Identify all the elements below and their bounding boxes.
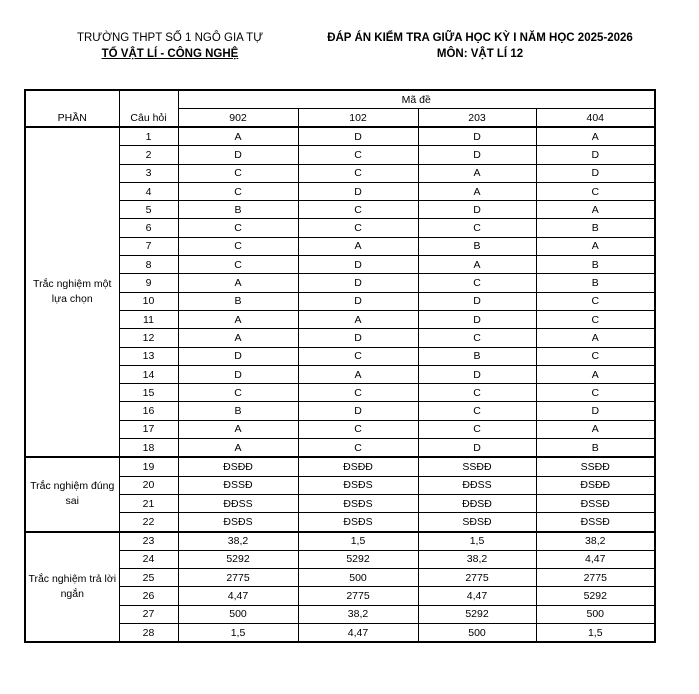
answer-cell: ĐSĐĐ (298, 457, 418, 476)
answer-cell: 4,47 (178, 587, 298, 605)
answer-cell: C (418, 402, 536, 420)
question-number: 13 (119, 347, 178, 365)
table-row (25, 365, 655, 383)
answer-cell: B (536, 274, 655, 292)
answer-cell: C (298, 420, 418, 438)
answer-cell: A (178, 439, 298, 458)
answer-cell: B (536, 256, 655, 274)
answer-cell: 4,47 (418, 587, 536, 605)
table-row (25, 476, 655, 494)
table-row (25, 402, 655, 420)
answer-cell: 5292 (418, 605, 536, 623)
table-row (25, 532, 655, 551)
table-row (25, 164, 655, 182)
answer-cell: D (178, 365, 298, 383)
answer-cell: 38,2 (536, 532, 655, 551)
table-row (25, 310, 655, 328)
question-number: 21 (119, 494, 178, 512)
answer-cell: C (536, 347, 655, 365)
table-row (25, 384, 655, 402)
answer-cell: B (178, 201, 298, 219)
answer-cell: C (418, 274, 536, 292)
answer-cell: ĐĐSĐ (418, 494, 536, 512)
question-number: 14 (119, 365, 178, 383)
header-question-cell (119, 90, 178, 127)
answer-cell: 5292 (178, 550, 298, 568)
answer-cell: D (418, 439, 536, 458)
table-row (25, 420, 655, 438)
answer-cell: 500 (536, 605, 655, 623)
table-row (25, 587, 655, 605)
answer-cell: A (178, 310, 298, 328)
answer-cell: ĐSSĐ (178, 476, 298, 494)
question-number: 15 (119, 384, 178, 402)
answer-cell: C (418, 420, 536, 438)
answer-cell: C (298, 201, 418, 219)
table-row (25, 329, 655, 347)
table-row (25, 237, 655, 255)
answer-cell: D (536, 146, 655, 164)
answer-cell: A (536, 329, 655, 347)
question-column-label: Câu hỏi (130, 112, 167, 124)
answer-cell: SĐSĐ (418, 513, 536, 532)
question-number: 20 (119, 476, 178, 494)
answer-cell: D (298, 402, 418, 420)
table-row (25, 624, 655, 643)
answer-cell: C (536, 292, 655, 310)
answer-cell: ĐSĐS (178, 513, 298, 532)
answer-key-table (24, 89, 656, 643)
table-row (25, 513, 655, 532)
answer-cell: D (298, 292, 418, 310)
answer-cell: C (418, 219, 536, 237)
answer-cell: C (178, 164, 298, 182)
answer-cell: 4,47 (298, 624, 418, 643)
header-code-group: Mã đề (178, 90, 655, 109)
answer-cell: SSĐĐ (536, 457, 655, 476)
table-row (25, 292, 655, 310)
answer-cell: D (418, 365, 536, 383)
answer-cell: 1,5 (178, 624, 298, 643)
answer-cell: A (178, 329, 298, 347)
table-row (25, 201, 655, 219)
answer-cell: A (536, 127, 655, 146)
answer-cell: B (418, 237, 536, 255)
answer-cell: C (298, 439, 418, 458)
answer-cell: 4,47 (536, 550, 655, 568)
question-number: 10 (119, 292, 178, 310)
table-row (25, 605, 655, 623)
answer-cell: 2775 (536, 569, 655, 587)
answer-cell: A (178, 274, 298, 292)
question-number: 11 (119, 310, 178, 328)
subject-name: MÔN: VẬT LÍ 12 (436, 48, 524, 60)
table-row (25, 550, 655, 568)
answer-cell: 500 (178, 605, 298, 623)
answer-cell: 38,2 (418, 550, 536, 568)
answer-cell: A (418, 182, 536, 200)
answer-cell: 2775 (178, 569, 298, 587)
table-row (25, 439, 655, 458)
answer-cell: ĐĐSS (418, 476, 536, 494)
table-row (25, 182, 655, 200)
answer-cell: 1,5 (536, 624, 655, 643)
answer-cell: D (298, 127, 418, 146)
answer-cell: A (178, 127, 298, 146)
table-row (25, 347, 655, 365)
table-row (25, 457, 655, 476)
answer-cell: A (298, 365, 418, 383)
question-number: 9 (119, 274, 178, 292)
answer-cell: ĐSĐĐ (178, 457, 298, 476)
answer-cell: ĐĐSS (178, 494, 298, 512)
answer-cell: D (298, 274, 418, 292)
exam-code-header: 203 (418, 109, 536, 128)
answer-cell: B (536, 219, 655, 237)
question-number: 24 (119, 550, 178, 568)
answer-cell: B (178, 292, 298, 310)
answer-cell: D (536, 164, 655, 182)
answer-cell: D (178, 347, 298, 365)
answer-cell: D (418, 292, 536, 310)
answer-cell: C (418, 329, 536, 347)
question-number: 8 (119, 256, 178, 274)
exam-title: ĐÁP ÁN KIỂM TRA GIỮA HỌC KỲ I NĂM HỌC 2025-2026 (327, 32, 633, 44)
answer-cell: B (536, 439, 655, 458)
answer-cell: 2775 (418, 569, 536, 587)
answer-cell: D (298, 182, 418, 200)
answer-cell: 1,5 (298, 532, 418, 551)
answer-cell: D (536, 402, 655, 420)
answer-cell: D (418, 127, 536, 146)
exam-code-header: 902 (178, 109, 298, 128)
header-row (25, 90, 655, 109)
question-number: 25 (119, 569, 178, 587)
answer-cell: B (418, 347, 536, 365)
answer-cell: C (178, 256, 298, 274)
question-number: 18 (119, 439, 178, 458)
answer-cell: ĐSĐS (298, 513, 418, 532)
question-number: 4 (119, 182, 178, 200)
table-row (25, 494, 655, 512)
part-column-label: PHẦN (57, 112, 87, 124)
question-number: 28 (119, 624, 178, 643)
answer-cell: D (298, 329, 418, 347)
answer-cell: A (298, 310, 418, 328)
answer-cell: ĐSSĐ (536, 513, 655, 532)
table-row (25, 256, 655, 274)
answer-cell: B (178, 402, 298, 420)
answer-cell: A (298, 237, 418, 255)
answer-cell: A (418, 164, 536, 182)
question-number: 1 (119, 127, 178, 146)
exam-code-header: 404 (536, 109, 655, 128)
table-row (25, 127, 655, 146)
question-number: 17 (119, 420, 178, 438)
question-number: 16 (119, 402, 178, 420)
answer-cell: C (536, 182, 655, 200)
answer-cell: C (178, 237, 298, 255)
table-row (25, 274, 655, 292)
question-number: 6 (119, 219, 178, 237)
department-name: TỔ VẬT LÍ - CÔNG NGHỆ (101, 48, 239, 60)
answer-cell: C (178, 384, 298, 402)
question-number: 26 (119, 587, 178, 605)
answer-cell: 38,2 (298, 605, 418, 623)
answer-cell: D (178, 146, 298, 164)
question-number: 5 (119, 201, 178, 219)
header-left (40, 30, 300, 62)
answer-cell: A (536, 237, 655, 255)
question-number: 7 (119, 237, 178, 255)
question-number: 23 (119, 532, 178, 551)
answer-cell: ĐSĐĐ (536, 476, 655, 494)
answer-cell: 2775 (298, 587, 418, 605)
question-number: 2 (119, 146, 178, 164)
answer-cell: ĐSĐS (298, 494, 418, 512)
section-name: Trắc nghiệm trả lời ngắn (25, 532, 119, 643)
answer-cell: A (536, 365, 655, 383)
school-name: TRƯỜNG THPT SỐ 1 NGÔ GIA TỰ (76, 32, 264, 44)
answer-cell: D (418, 201, 536, 219)
table-row (25, 146, 655, 164)
header-part-cell (25, 90, 119, 127)
section-name: Trắc nghiệm một lựa chọn (25, 127, 119, 457)
answer-cell: D (418, 146, 536, 164)
answer-cell: A (536, 420, 655, 438)
answer-cell: ĐSĐS (298, 476, 418, 494)
answer-cell: SSĐĐ (418, 457, 536, 476)
answer-cell: 500 (298, 569, 418, 587)
table-row (25, 569, 655, 587)
answer-cell: C (178, 219, 298, 237)
question-number: 12 (119, 329, 178, 347)
answer-cell: A (536, 201, 655, 219)
answer-cell: 38,2 (178, 532, 298, 551)
question-number: 3 (119, 164, 178, 182)
question-number: 27 (119, 605, 178, 623)
exam-code-header: 102 (298, 109, 418, 128)
answer-cell: 500 (418, 624, 536, 643)
answer-cell: A (418, 256, 536, 274)
answer-cell: C (298, 347, 418, 365)
answer-cell: C (178, 182, 298, 200)
question-number: 22 (119, 513, 178, 532)
answer-cell: 1,5 (418, 532, 536, 551)
section-name: Trắc nghiệm đúng sai (25, 457, 119, 531)
answer-cell: C (298, 219, 418, 237)
table-row (25, 219, 655, 237)
answer-cell: 5292 (536, 587, 655, 605)
answer-cell: C (536, 384, 655, 402)
answer-cell: ĐSSĐ (536, 494, 655, 512)
question-number: 19 (119, 457, 178, 476)
answer-cell: C (418, 384, 536, 402)
answer-cell: A (178, 420, 298, 438)
answer-cell: D (298, 256, 418, 274)
answer-cell: C (298, 384, 418, 402)
header-right (300, 30, 660, 62)
answer-cell: 5292 (298, 550, 418, 568)
answer-cell: C (298, 146, 418, 164)
answer-cell: D (418, 310, 536, 328)
answer-cell: C (298, 164, 418, 182)
answer-cell: C (536, 310, 655, 328)
